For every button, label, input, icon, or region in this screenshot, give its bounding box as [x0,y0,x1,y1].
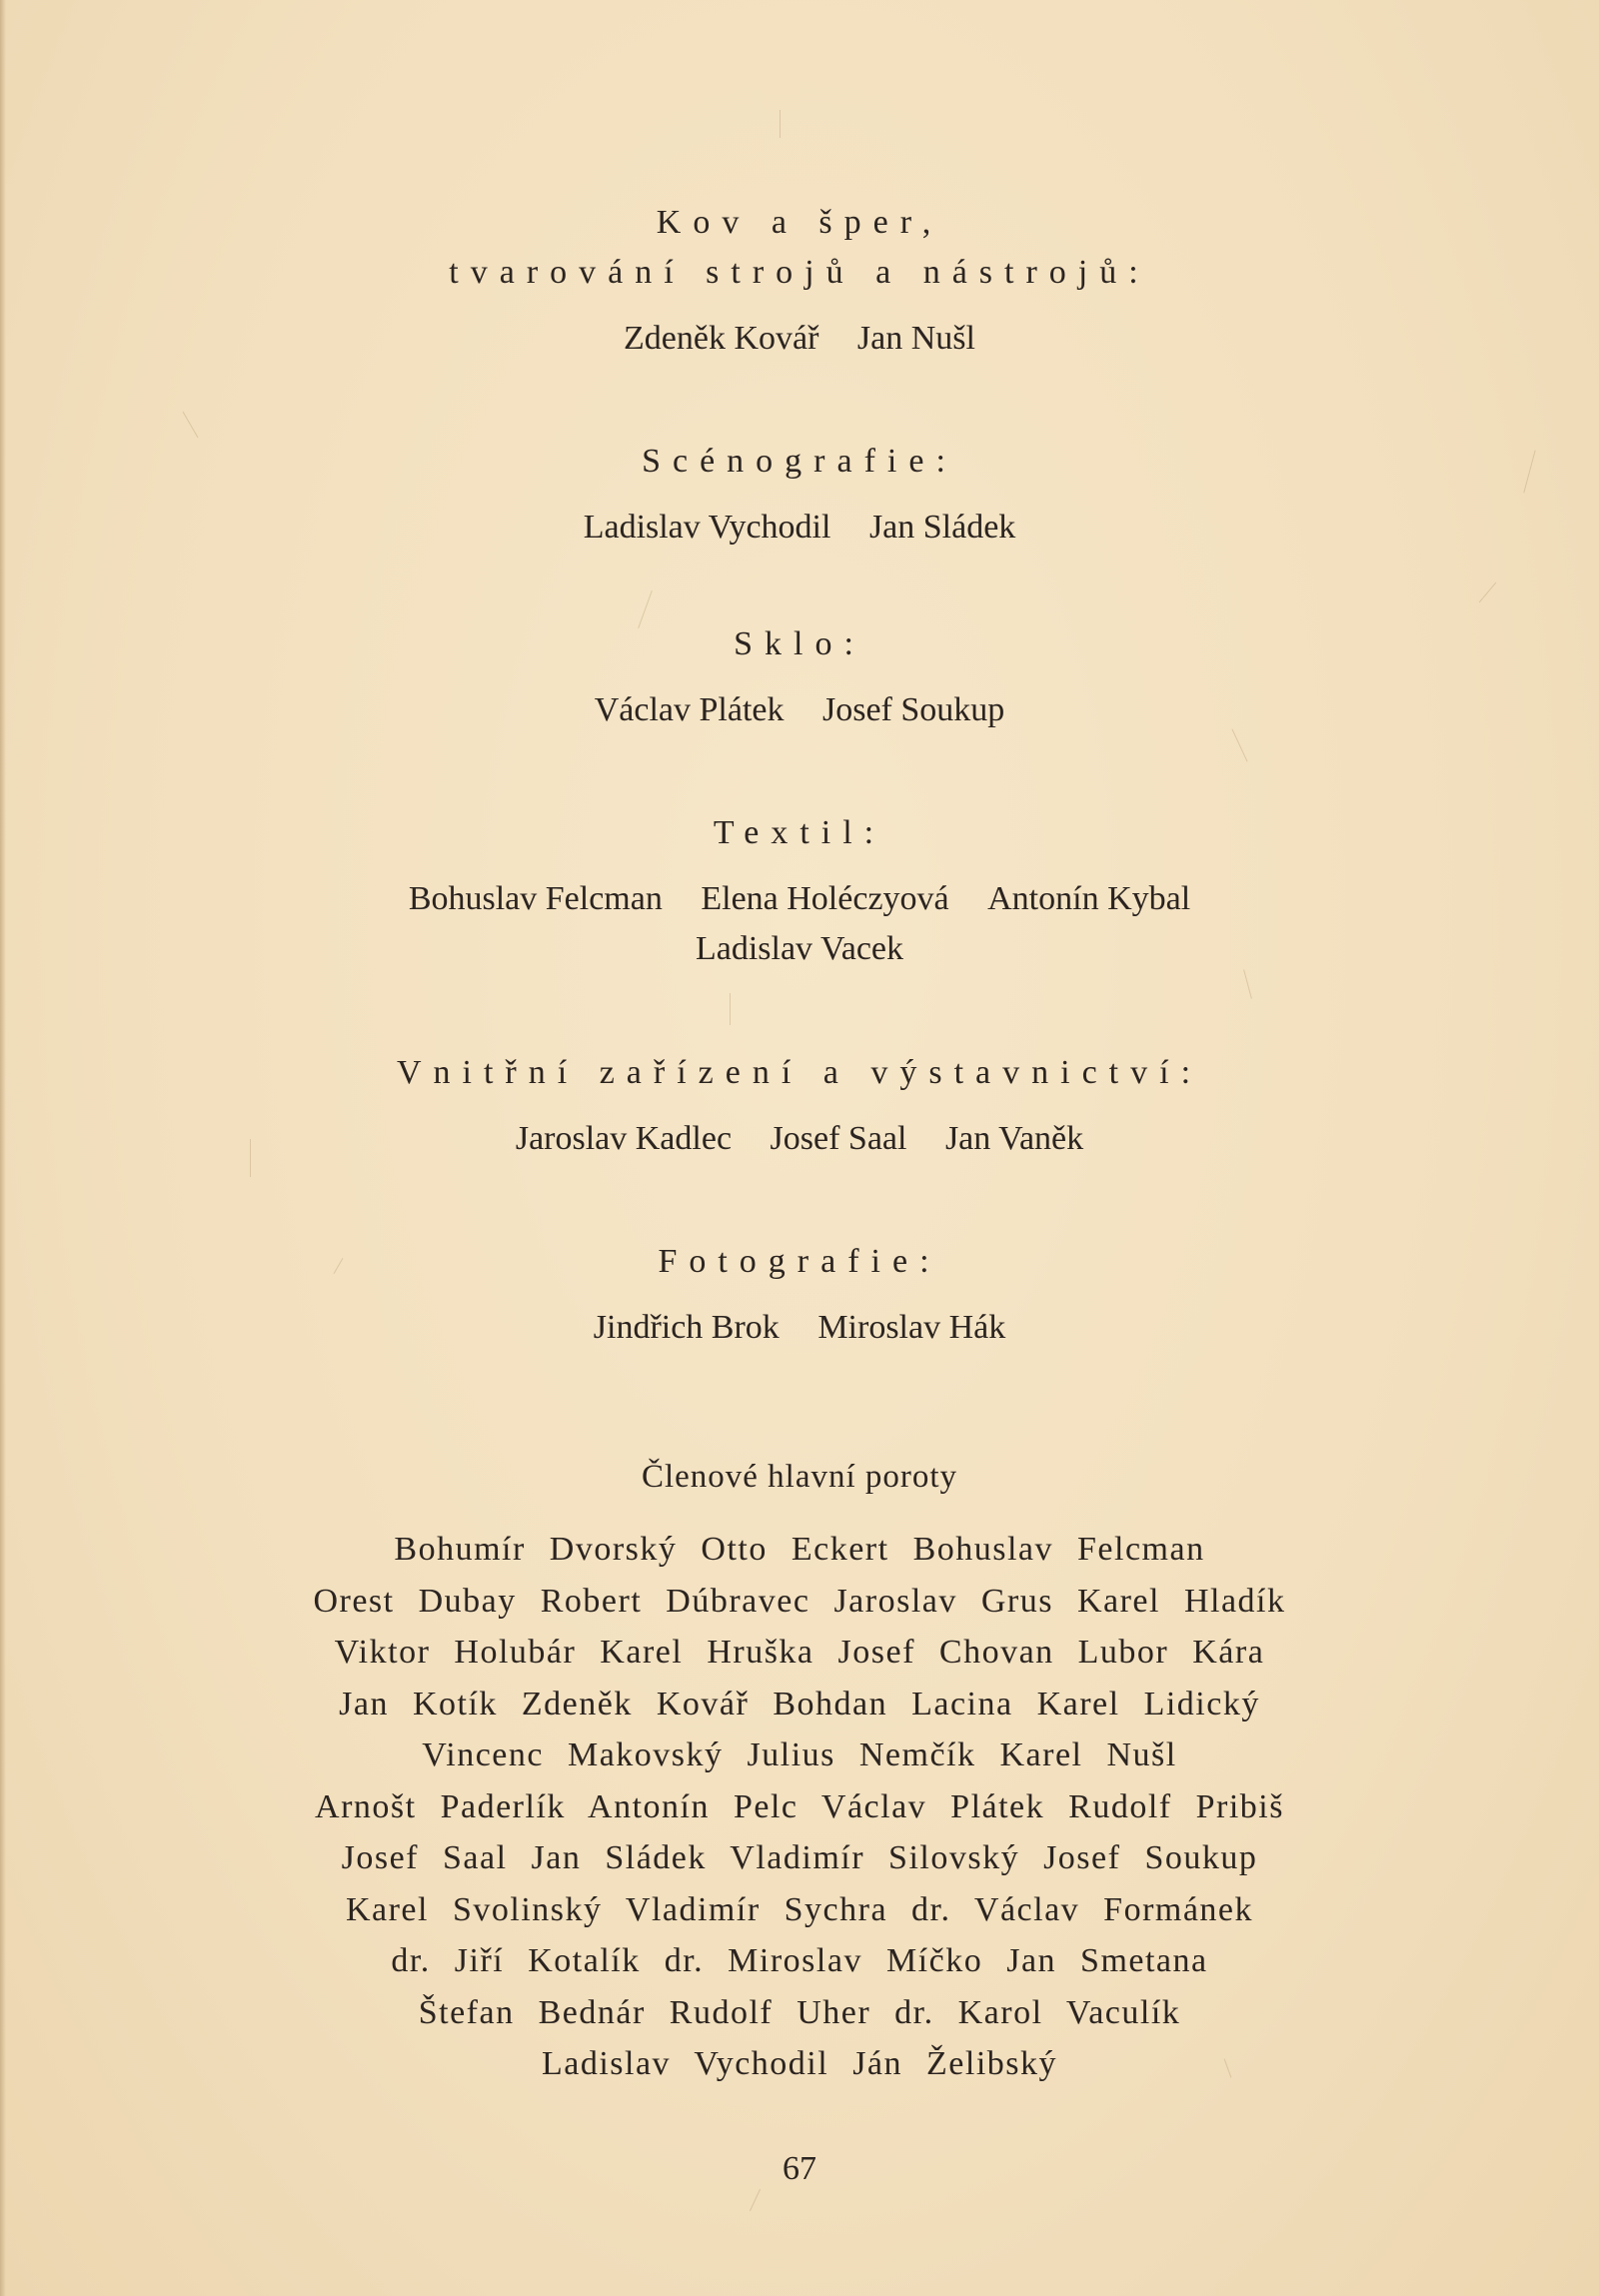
section-heading: tvarování strojů a nástrojů: [449,254,1150,291]
names-line [0,1114,1599,1164]
person-name: Václav Plátek [594,691,785,728]
jury-line: Ladislav Vychodil Ján Želibský [541,2045,1058,2082]
jury-line: Vincenc Makovský Julius Nemčík Karel Nušl [422,1736,1177,1773]
jury-line: Josef Saal Jan Sládek Vladimír Silovský Josef Soukup [341,1839,1258,1876]
person-name: Bohuslav Felcman [408,880,663,917]
names-line [0,503,1599,553]
person-name: Jan Sládek [868,509,1016,546]
jury-line: Štefan Bednár Rudolf Uher dr. Karol Vaculík [418,1993,1181,2031]
section-kov-a-sper [0,198,1599,364]
section-heading: Scénografie: [642,443,957,480]
section-heading: Fotografie: [658,1243,941,1280]
names-line [0,314,1599,364]
jury-line: Jan Kotík Zdeněk Kovář Bohdan Lacina Karel Lidický [339,1685,1260,1722]
person-name: Jindřich Brok [593,1309,780,1346]
person-name: Ladislav Vacek [695,930,904,967]
section-fotografie [0,1237,1599,1353]
section-vnitrni-zarizeni [0,1048,1599,1164]
jury-line: Bohumír Dvorský Otto Eckert Bohuslav Felcman [394,1531,1205,1568]
person-name: Josef Soukup [821,691,1005,728]
jury-line: Orest Dubay Robert Dúbravec Jaroslav Grus Karel Hladík [313,1582,1286,1620]
section-heading: Sklo: [734,625,865,662]
page-number-section [0,2144,1599,2194]
page-number: 67 [783,2150,816,2187]
jury-line: Arnošt Paderlík Antonín Pelc Václav Plátek Rudolf Pribiš [315,1787,1284,1825]
section-scenografie [0,437,1599,553]
person-name: Jan Nušl [856,320,975,357]
section-heading: Vnitřní zařízení a výstavnictví: [396,1054,1203,1091]
section-heading: Kov a šper, [656,204,943,241]
person-name: Josef Saal [770,1120,907,1157]
jury-line: dr. Jiří Kotalík dr. Miroslav Míčko Jan Smetana [391,1942,1208,1979]
names-line [0,874,1599,924]
jury-section [0,1452,1599,2090]
person-name: Jan Vaněk [944,1120,1084,1157]
person-name: Jaroslav Kadlec [515,1120,733,1157]
section-textil [0,808,1599,974]
person-name: Elena Holéczyová [701,880,949,917]
person-name: Ladislav Vychodil [583,509,831,546]
names-line [0,685,1599,735]
jury-title: Členové hlavní poroty [641,1459,958,1495]
person-name: Miroslav Hák [817,1309,1006,1346]
jury-line: Viktor Holubár Karel Hruška Josef Chovan Lubor Kára [334,1634,1265,1671]
section-sklo [0,619,1599,735]
person-name: Antonín Kybal [987,880,1191,917]
names-line [0,924,1599,974]
jury-list [0,1524,1599,2090]
jury-line: Karel Svolinský Vladimír Sychra dr. Václav Formánek [345,1890,1254,1928]
section-heading: Textil: [713,814,886,851]
person-name: Zdeněk Kovář [624,320,819,357]
names-line [0,1303,1599,1353]
